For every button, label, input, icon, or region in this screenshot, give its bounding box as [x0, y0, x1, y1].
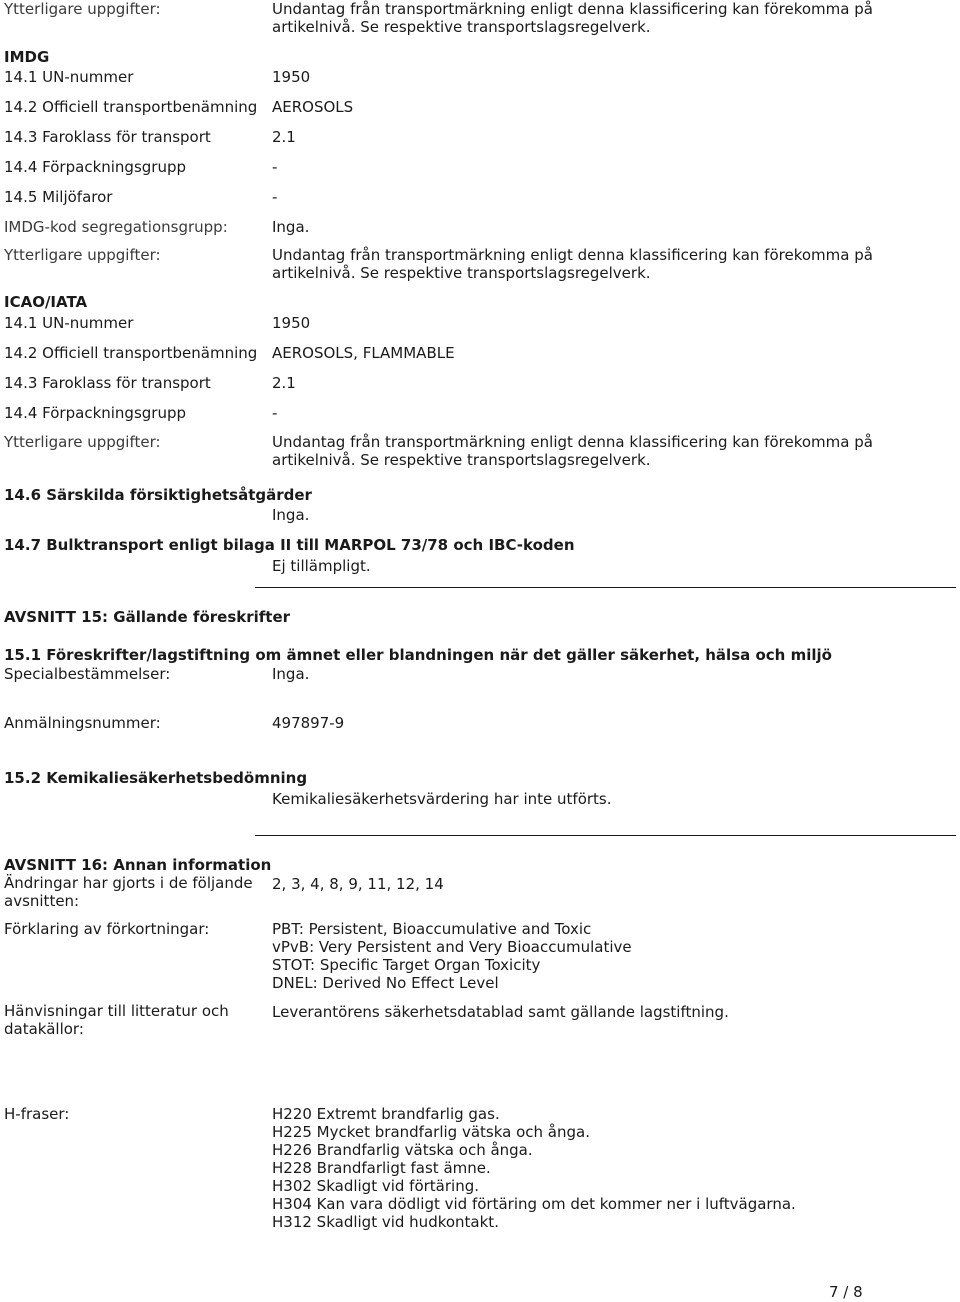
section-divider — [255, 587, 956, 588]
h-phrases-list — [272, 1105, 796, 1231]
imdg-seg-label: IMDG-kod segregationsgrupp: — [4, 218, 228, 236]
icao-pack-value: - — [272, 404, 278, 422]
section15-sub1: 15.1 Föreskrifter/lagstiftning om ämnet eller blandningen när det gäller säkerhet, hälsa och miljö — [4, 646, 832, 664]
s146-heading: 14.6 Särskilda försiktighetsåtgärder — [4, 486, 312, 504]
s147-value: Ej tillämpligt. — [272, 557, 371, 575]
h-phrase: H304 Kan vara dödligt vid förtäring om det kommer ner i luftvägarna. — [272, 1195, 796, 1213]
abbr-list — [272, 920, 632, 992]
page-number: 7 / 8 — [829, 1283, 863, 1301]
imdg-un-label: 14.1 UN-nummer — [4, 68, 134, 86]
imdg-un-value: 1950 — [272, 68, 311, 86]
imdg-class-value: 2.1 — [272, 128, 296, 146]
icao-pack-label: 14.4 Förpackningsgrupp — [4, 404, 187, 422]
imdg-pack-value: - — [272, 158, 278, 176]
imdg-name-value: AEROSOLS — [272, 98, 354, 116]
section16-heading: AVSNITT 16: Annan information — [4, 856, 272, 874]
abbr-item: STOT: Specific Target Organ Toxicity — [272, 956, 541, 974]
h-phrases-label: H-fraser: — [4, 1105, 70, 1123]
abbr-item: DNEL: Derived No Effect Level — [272, 974, 499, 992]
section15-heading: AVSNITT 15: Gällande föreskrifter — [4, 608, 291, 626]
special-label: Specialbestämmelser: — [4, 665, 171, 683]
icao-name-value: AEROSOLS, FLAMMABLE — [272, 344, 455, 362]
imdg-extra-text: Undantag från transportmärkning enligt denna klassificering kan förekomma på artikelnivå. Se respektive transportslagsregelverk. — [272, 246, 873, 282]
changes-value: 2, 3, 4, 8, 9, 11, 12, 14 — [272, 875, 444, 893]
h-phrase: H225 Mycket brandfarlig vätska och ånga. — [272, 1123, 590, 1141]
abbr-label: Förklaring av förkortningar: — [4, 920, 210, 938]
h-phrase: H220 Extremt brandfarlig gas. — [272, 1105, 500, 1123]
imdg-class-label: 14.3 Faroklass för transport — [4, 128, 211, 146]
h-phrase: H302 Skadligt vid förtäring. — [272, 1177, 480, 1195]
imdg-env-value: - — [272, 188, 278, 206]
icao-extra-text: Undantag från transportmärkning enligt denna klassificering kan förekomma på artikelnivå. Se respektive transportslagsregelverk. — [272, 433, 873, 469]
h-phrase: H226 Brandfarlig vätska och ånga. — [272, 1141, 533, 1159]
h-phrase: H312 Skadligt vid hudkontakt. — [272, 1213, 499, 1231]
imdg-name-label: 14.2 Officiell transportbenämning — [4, 98, 258, 116]
refs-value: Leverantörens säkerhetsdatablad samt gällande lagstiftning. — [272, 1003, 729, 1021]
icao-heading: ICAO/IATA — [4, 293, 88, 311]
notif-label: Anmälningsnummer: — [4, 714, 161, 732]
abbr-item: vPvB: Very Persistent and Very Bioaccumulative — [272, 938, 632, 956]
section15-sub2: 15.2 Kemikaliesäkerhetsbedömning — [4, 769, 308, 787]
changes-label: Ändringar har gjorts i de följande avsnitten: — [4, 874, 253, 910]
extra-info-text: Undantag från transportmärkning enligt denna klassificering kan förekomma på artikelnivå. Se respektive transportslagsregelverk. — [272, 0, 873, 36]
imdg-pack-label: 14.4 Förpackningsgrupp — [4, 158, 187, 176]
icao-un-label: 14.1 UN-nummer — [4, 314, 134, 332]
icao-extra-label: Ytterligare uppgifter: — [4, 433, 161, 451]
abbr-item: PBT: Persistent, Bioaccumulative and Toxic — [272, 920, 592, 938]
imdg-env-label: 14.5 Miljöfaror — [4, 188, 113, 206]
icao-name-label: 14.2 Officiell transportbenämning — [4, 344, 258, 362]
imdg-extra-label: Ytterligare uppgifter: — [4, 246, 161, 264]
notif-value: 497897-9 — [272, 714, 345, 732]
h-phrase: H228 Brandfarligt fast ämne. — [272, 1159, 491, 1177]
s146-value: Inga. — [272, 506, 310, 524]
icao-class-label: 14.3 Faroklass för transport — [4, 374, 211, 392]
imdg-heading: IMDG — [4, 48, 50, 66]
icao-class-value: 2.1 — [272, 374, 296, 392]
extra-info-label: Ytterligare uppgifter: — [4, 0, 161, 18]
section-divider — [255, 835, 956, 836]
refs-label: Hänvisningar till litteratur och datakällor: — [4, 1002, 229, 1038]
s147-heading: 14.7 Bulktransport enligt bilaga II till MARPOL 73/78 och IBC-koden — [4, 536, 575, 554]
icao-un-value: 1950 — [272, 314, 311, 332]
section15-sub2-value: Kemikaliesäkerhetsvärdering har inte utförts. — [272, 790, 612, 808]
special-value: Inga. — [272, 665, 310, 683]
imdg-seg-value: Inga. — [272, 218, 310, 236]
